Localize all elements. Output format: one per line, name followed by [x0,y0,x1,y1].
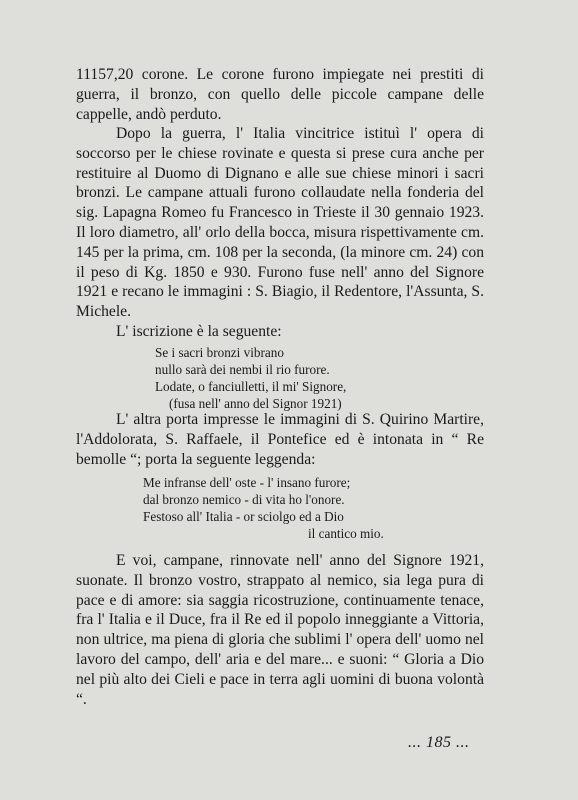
inscription-2-line: dal bronzo nemico - di vita ho l'onore. [143,492,345,507]
inscription-1-line: (fusa nell' anno del Signor 1921) [169,396,342,411]
paragraph-2 [76,124,484,342]
paragraph-3-text: L' altra porta impresse le immagini di S. Quirino Martire, l'Addolorata, S. Raffaele, il Pontefice ed è intonata in “ Re bemolle “; porta la seguente leggenda: [76,411,484,468]
inscription-intro: L' iscrizione è la seguente: [116,322,282,340]
inscription-2-line: Me infranse dell' oste - l' insano furore; [143,475,351,490]
inscription-1 [155,344,346,412]
inscription-1-line: nullo sarà dei nembi il rio furore. [155,362,330,377]
page-number: ... 185 ... [408,734,470,751]
inscription-2-line: Festoso all' Italia - or sciolgo ed a Dio [143,509,344,524]
paragraph-4 [76,551,484,709]
paragraph-1-text: 11157,20 corone. Le corone furono impiegate nei prestiti di guerra, il bronzo, con quello delle piccole campane delle cappelle, andò perduto. [76,66,484,123]
inscription-2 [143,474,384,542]
paragraph-4-text: E voi, campane, rinnovate nell' anno del Signore 1921, suonate. Il bronzo vostro, strappato al nemico, sia lega pura di pace e di amore: sia saggia ricostruzione, continuamente tenace, fra l' Italia e il Duce, fra il Re ed il popolo inneggiante a Vittoria, non ultrice, ma piena di gloria che sublimi l' opera dell' uomo nel lavoro del campo, dell' aria e del mare... e suoni: “ Gloria a Dio nel più alto dei Cieli e pace in terra agli uomini di buona volontà “. [76,552,484,708]
paragraph-3 [76,410,484,469]
inscription-2-line: il cantico mio. [308,526,384,541]
paragraph-2-text: Dopo la guerra, l' Italia vincitrice istituì l' opera di soccorso per le chiese rovinate e questa si prese cura anche per restituire al Duomo di Dignano e alle sue chiese minori i sacri bronzi. Le campane attuali furono collaudate nella fonderia del sig. Lapagna Romeo fu Francesco in Trieste il 30 gennaio 1923. Il loro diametro, all' orlo della bocca, misura rispettivamente cm. 145 per la prima, cm. 108 per la seconda, (la minore cm. 24) con il peso di Kg. 1850 e 930. Furono fuse nell' anno del Signore 1921 e recano le immagini : S. Biagio, il Redentore, l'Assunta, S. Michele. [76,125,484,321]
inscription-1-line: Se i sacri bronzi vibrano [155,345,284,360]
paragraph-1 [76,65,484,124]
inscription-1-line: Lodate, o fanciulletti, il mi' Signore, [155,379,347,394]
